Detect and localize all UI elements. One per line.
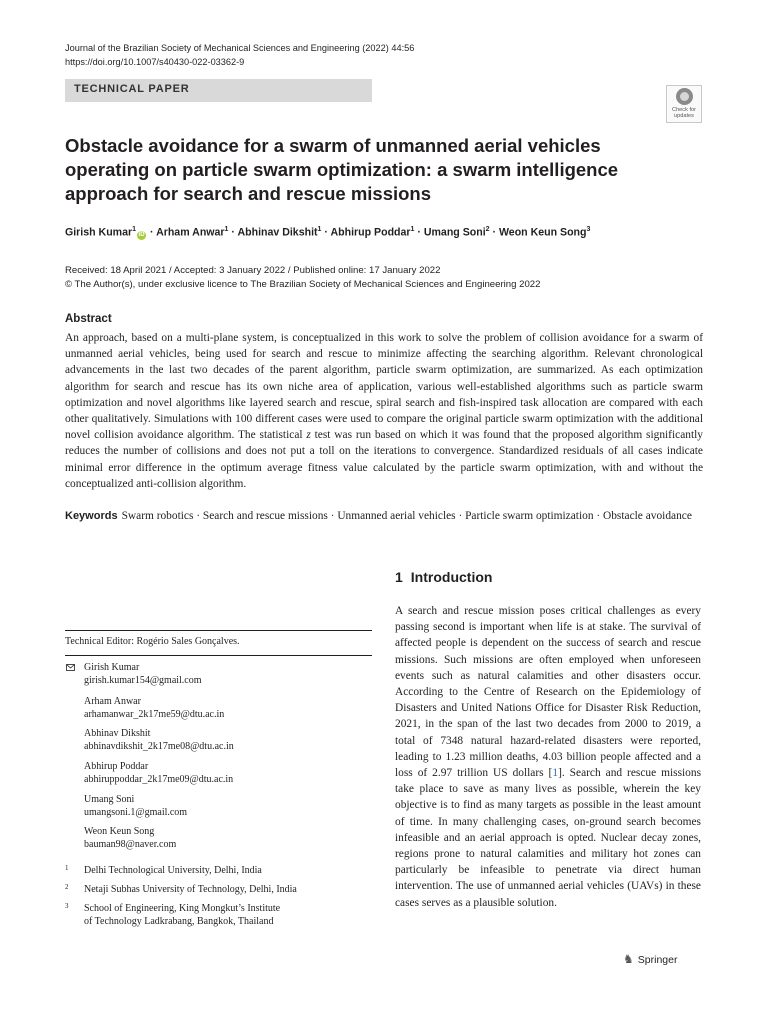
author-affiliation-mark: 3 bbox=[586, 226, 591, 233]
contact-name: Abhirup Poddar bbox=[84, 761, 149, 772]
check-for-updates-badge[interactable] bbox=[666, 85, 702, 123]
z-symbol: z bbox=[306, 429, 311, 442]
contact-entry bbox=[84, 695, 224, 721]
introduction-heading bbox=[395, 569, 492, 585]
footnote-divider bbox=[65, 630, 372, 631]
contact-name: Arham Anwar bbox=[84, 696, 141, 707]
badge-label-line1: Check for bbox=[672, 107, 696, 113]
abstract-text: An approach, based on a multi-plane system, is conceptualized in this work to solve the problem of collision avoidance for a swarm of unmanned aerial vehicles, being used for search and rescue to minimize affecting the searching algorithm. Relevant chronological advancements in the last two decades of the parent algorithm, particle swarm optimization, are summarized. As each optimization algorithm for search and rescue has its own niche area of application, various well-established algorithms such as particle swarm optimization and novel algorithms like layered search and rescue, spiral search and fish-inspired task allocation are compared with each other qualitatively. Simulations with 100 different cases were used to compare the original particle swarm optimization with the additional novel collision avoidance algorithm. The statistical z test was run based on which it was found that the proposed algorithm significantly reduces the number of collisions and does not put a toll on the iterations to convergence. Standardized residuals of all cases indicate minimal error difference in the optimum average fitness value calculated by the particle swarm optimization, with and without the conceptualized anti-collision algorithm. bbox=[65, 332, 703, 490]
affiliation-number: 2 bbox=[65, 883, 69, 891]
abstract-heading: Abstract bbox=[65, 313, 112, 325]
contact-email[interactable]: arhamanwar_2k17me59@dtu.ac.in bbox=[84, 709, 225, 720]
author-name[interactable]: Girish Kumar bbox=[65, 226, 133, 239]
author-separator: · bbox=[147, 226, 157, 239]
footnote-divider bbox=[65, 655, 372, 656]
publication-dates bbox=[65, 264, 540, 292]
author-affiliation-mark: 1 bbox=[317, 226, 322, 233]
title-line-2: operating on particle swarm optimization: a swarm intelligence bbox=[65, 159, 619, 180]
author-name[interactable]: Abhirup Poddar bbox=[330, 226, 411, 239]
section-label: TECHNICAL PAPER bbox=[74, 83, 190, 95]
contact-entry bbox=[84, 661, 202, 687]
section-title: Introduction bbox=[410, 569, 493, 585]
contact-entry bbox=[84, 793, 187, 819]
contact-entry bbox=[84, 760, 233, 786]
contact-entry bbox=[84, 727, 234, 753]
technical-editor: Technical Editor: Rogério Sales Gonçalves. bbox=[65, 636, 240, 647]
copyright-line: © The Author(s), under exclusive licence to The Brazilian Society of Mechanical Sciences and Engineering 2022 bbox=[65, 279, 541, 290]
envelope-icon bbox=[66, 664, 75, 671]
contact-email[interactable]: girish.kumar154@gmail.com bbox=[84, 675, 202, 686]
affiliation-number: 1 bbox=[65, 864, 69, 872]
section-label-bar bbox=[65, 79, 372, 102]
title-line-1: Obstacle avoidance for a swarm of unmanned aerial vehicles bbox=[65, 135, 601, 156]
author-name[interactable]: Abhinav Dikshit bbox=[237, 226, 318, 239]
author-name[interactable]: Weon Keun Song bbox=[499, 226, 587, 239]
springer-horse-icon: ♞ bbox=[623, 952, 634, 966]
contact-name: Abhinav Dikshit bbox=[84, 728, 151, 739]
doi-link[interactable]: https://doi.org/10.1007/s40430-022-03362-9 bbox=[65, 57, 245, 67]
contact-name: Umang Soni bbox=[84, 794, 135, 805]
check-for-updates-icon bbox=[676, 88, 693, 105]
author-affiliation-mark: 2 bbox=[485, 226, 490, 233]
publisher-logo bbox=[623, 952, 677, 966]
contact-email[interactable]: umangsoni.1@gmail.com bbox=[84, 807, 188, 818]
contact-name: Weon Keun Song bbox=[84, 826, 155, 837]
author-list bbox=[65, 226, 715, 240]
author-separator: · bbox=[321, 226, 331, 239]
author-affiliation-mark: 1 bbox=[132, 226, 137, 233]
affiliation: School of Engineering, King Mongkut’s Institute of Technology Ladkrabang, Bangkok, Thailand bbox=[84, 903, 281, 927]
title-line-3: approach for search and rescue missions bbox=[65, 183, 432, 204]
keywords bbox=[65, 508, 703, 524]
section-number: 1 bbox=[395, 569, 403, 585]
author-separator: · bbox=[228, 226, 238, 239]
contact-name: Girish Kumar bbox=[84, 662, 140, 673]
contact-entry bbox=[84, 825, 176, 851]
affiliation: Netaji Subhas University of Technology, Delhi, India bbox=[84, 884, 297, 895]
journal-citation: Journal of the Brazilian Society of Mechanical Sciences and Engineering (2022) 44:56 bbox=[65, 43, 415, 53]
affiliation: Delhi Technological University, Delhi, India bbox=[84, 865, 262, 876]
publisher-name: Springer bbox=[637, 954, 678, 966]
author-separator: · bbox=[414, 226, 424, 239]
author-name[interactable]: Arham Anwar bbox=[156, 226, 225, 239]
received-accepted-published: Received: 18 April 2021 / Accepted: 3 January 2022 / Published online: 17 January 2022 bbox=[65, 265, 441, 276]
keywords-text: Swarm robotics · Search and rescue missions · Unmanned aerial vehicles · Particle swarm optimization · Obstacle avoidance bbox=[121, 510, 692, 522]
paper-title bbox=[65, 134, 685, 206]
author-separator: · bbox=[489, 226, 499, 239]
badge-label-line2: updates bbox=[674, 113, 694, 119]
author-affiliation-mark: 1 bbox=[224, 226, 229, 233]
contact-email[interactable]: abhinavdikshit_2k17me08@dtu.ac.in bbox=[84, 741, 234, 752]
affiliation-number: 3 bbox=[65, 902, 69, 910]
keywords-heading: Keywords bbox=[65, 510, 118, 522]
contact-email[interactable]: abhiruppoddar_2k17me09@dtu.ac.in bbox=[84, 774, 234, 785]
author-name[interactable]: Umang Soni bbox=[423, 226, 486, 239]
author-affiliation-mark: 1 bbox=[410, 226, 415, 233]
introduction-text: A search and rescue mission poses critical challenges as every passing second is important when life is at stake. The survival of affected people is dependent on the success of search and rescue missions. Such missions are often employed when unforeseen events such as natural calamities and other disasters occur. According to the Centre of Research on the Epidemiology of Disasters and United Nations Office for Disaster Risk Reduction, 2021, in the span of the last two decades from 2000 to 2019, a total of 7348 natural hazard-related disasters were reported, leading to 1.23 million deaths, 4.03 billion people affected and a loss of 2.97 trillion US dollars [1]. Search and rescue missions take place to save as many lives as possible, wherein the key objective is to find as many targets as possible in the least amount of time. In many challenging cases, on-ground search becomes infeasible and an aerial approach is opted. Nuclear decay zones, regions prone to natural calamities and military hot zones can particularly be infeasible to penetrate via direct human intervention. The use of unmanned aerial vehicles (UAVs) in these cases serves as a plausible solution. bbox=[395, 605, 701, 909]
journal-header bbox=[65, 41, 414, 69]
contact-email[interactable]: bauman98@naver.com bbox=[84, 839, 177, 850]
reference-link[interactable]: 1 bbox=[552, 767, 559, 780]
orcid-icon[interactable]: iD bbox=[138, 231, 145, 238]
